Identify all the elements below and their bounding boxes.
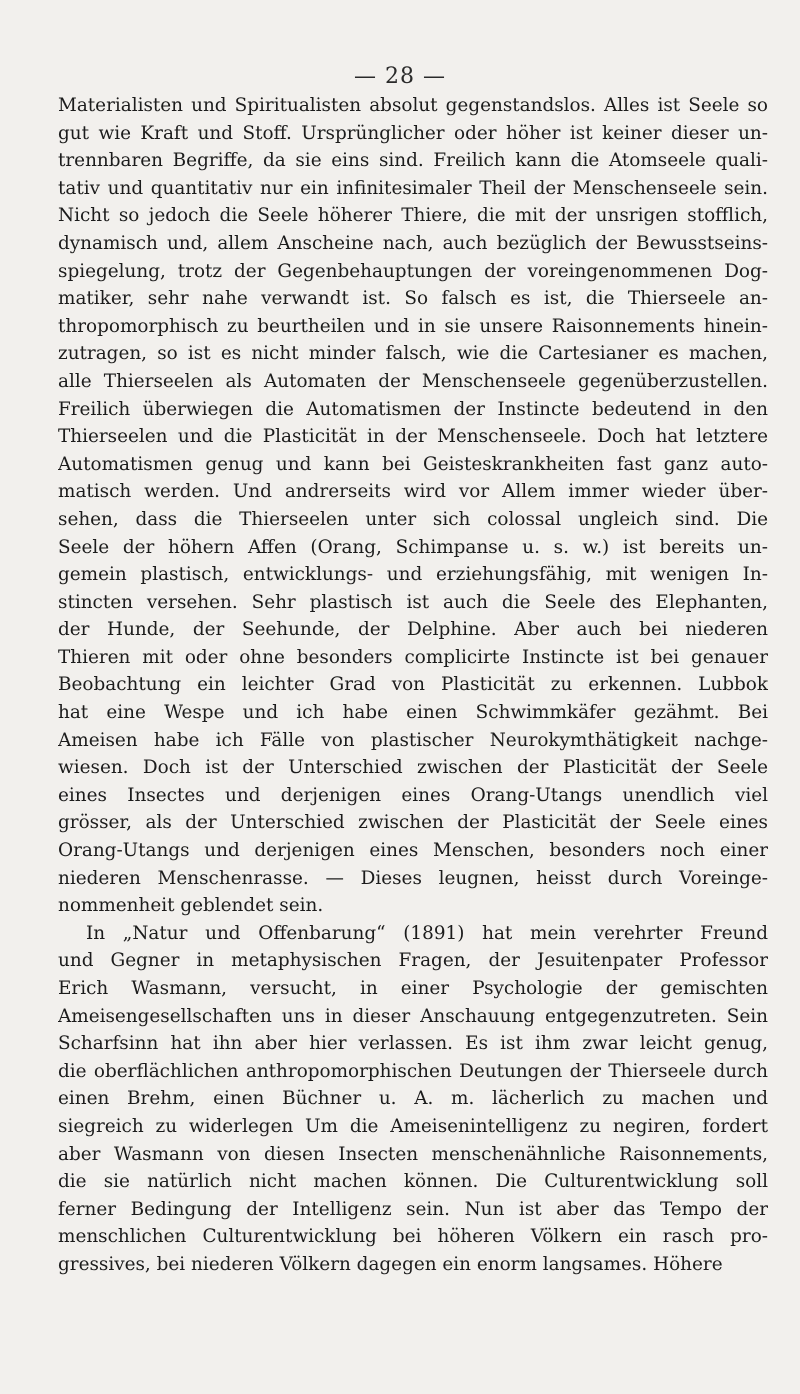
text-line-19: stincten versehen. Sehr plastisch ist auch die Seele des Elephanten, xyxy=(58,591,768,613)
text-line-16: sehen, dass die Thierseelen unter sich colossal ungleich sind. Die xyxy=(58,508,768,530)
text-line-41: ferner Bedingung der Intelligenz sein. Nun ist aber das Tempo der xyxy=(58,1198,768,1220)
text-line-3: trennbaren Begriffe, da sie eins sind. Freilich kann die Atomseele quali- xyxy=(58,150,768,172)
text-line-23: hat eine Wespe und ich habe einen Schwimmkäfer gezähmt. Bei xyxy=(58,702,768,724)
text-line-22: Beobachtung ein leichter Grad von Plasticität zu erkennen. Lubbok xyxy=(58,674,768,696)
text-line-37: einen Brehm, einen Büchner u. A. m. lächerlich zu machen und xyxy=(58,1088,768,1110)
text-line-35: Scharfsinn hat ihn aber hier verlassen. Es ist ihm zwar leicht genug, xyxy=(58,1033,768,1055)
text-line-6: dynamisch und, allem Anscheine nach, auch bezüglich der Bewusstseins- xyxy=(58,232,768,254)
text-line-34: Ameisengesellschaften uns in dieser Anschauung entgegenzutreten. Sein xyxy=(58,1005,768,1027)
body-text xyxy=(58,92,768,1279)
text-line-33: Erich Wasmann, versucht, in einer Psychologie der gemischten xyxy=(58,978,768,999)
text-line-40: die sie natürlich nicht machen können. Die Culturentwicklung soll xyxy=(58,1171,768,1193)
text-line-21: Thieren mit oder ohne besonders complicirte Instincte ist bei genauer xyxy=(58,646,768,668)
text-line-27: grösser, als der Unterschied zwischen der Plasticität der Seele eines xyxy=(58,812,768,834)
text-line-9: thropomorphisch zu beurtheilen und in sie unsere Raisonnements hinein- xyxy=(58,315,768,337)
text-line-10: zutragen, so ist es nicht minder falsch, wie die Cartesianer es machen, xyxy=(58,343,768,365)
text-line-4: tativ und quantitativ nur ein infinitesimaler Theil der Menschenseele sein. xyxy=(58,177,768,199)
text-line-26: eines Insectes und derjenigen eines Orang-Utangs unendlich viel xyxy=(58,784,768,806)
text-line-13: Thierseelen und die Plasticität in der Menschenseele. Doch hat letztere xyxy=(58,426,768,448)
text-line-38: siegreich zu widerlegen Um die Ameisenintelligenz zu negiren, fordert xyxy=(58,1115,768,1137)
text-line-28: Orang-Utangs und derjenigen eines Menschen, besonders noch einer xyxy=(58,840,768,862)
text-line-14: Automatismen genug und kann bei Geisteskrankheiten fast ganz auto- xyxy=(58,453,768,475)
text-line-18: gemein plastisch, entwicklungs- und erziehungsfähig, mit wenigen In- xyxy=(58,564,768,586)
text-line-7: spiegelung, trotz der Gegenbehauptungen der voreingenommenen Dog- xyxy=(58,260,768,282)
text-line-43: gressives, bei niederen Völkern dagegen ein enorm langsames. Höhere xyxy=(58,1253,723,1275)
text-line-5: Nicht so jedoch die Seele höherer Thiere, die mit der unsrigen stofflich, xyxy=(58,205,768,227)
text-line-29: niederen Menschenrasse. — Dieses leugnen, heisst durch Voreinge- xyxy=(58,867,768,889)
text-line-17: Seele der höhern Affen (Orang, Schimpanse u. s. w.) ist bereits un- xyxy=(58,536,768,558)
text-line-42: menschlichen Culturentwicklung bei höheren Völkern ein rasch pro- xyxy=(58,1226,768,1248)
text-line-24: Ameisen habe ich Fälle von plastischer Neurokymthätigkeit nachge- xyxy=(58,729,768,751)
page-number: — 28 — xyxy=(354,64,446,89)
text-line-11: alle Thierseelen als Automaten der Menschenseele gegenüberzustellen. xyxy=(58,370,768,392)
text-line-20: der Hunde, der Seehunde, der Delphine. Aber auch bei niederen xyxy=(58,619,768,641)
text-line-1: Materialisten und Spiritualisten absolut gegenstandslos. Alles ist Seele so xyxy=(58,95,768,116)
text-line-12: Freilich überwiegen die Automatismen der Instincte bedeutend in den xyxy=(58,398,768,420)
text-line-15: matisch werden. Und andrerseits wird vor Allem immer wieder über- xyxy=(58,481,768,503)
text-line-2: gut wie Kraft und Stoff. Ursprünglicher oder höher ist keiner dieser un- xyxy=(58,122,768,144)
text-line-39: aber Wasmann von diesen Insecten menschenähnliche Raisonnements, xyxy=(58,1143,768,1165)
text-line-36: die oberflächlichen anthropomorphischen Deutungen der Thierseele durch xyxy=(58,1060,768,1082)
text-line-31: In „Natur und Offenbarung“ (1891) hat mein verehrter Freund xyxy=(86,922,768,944)
text-line-30: nommenheit geblendet sein. xyxy=(58,895,324,917)
text-line-8: matiker, sehr nahe verwandt ist. So falsch es ist, die Thierseele an- xyxy=(58,288,768,310)
text-line-25: wiesen. Doch ist der Unterschied zwischen der Plasticität der Seele xyxy=(58,757,768,779)
text-line-32: und Gegner in metaphysischen Fragen, der Jesuitenpater Professor xyxy=(58,950,768,972)
